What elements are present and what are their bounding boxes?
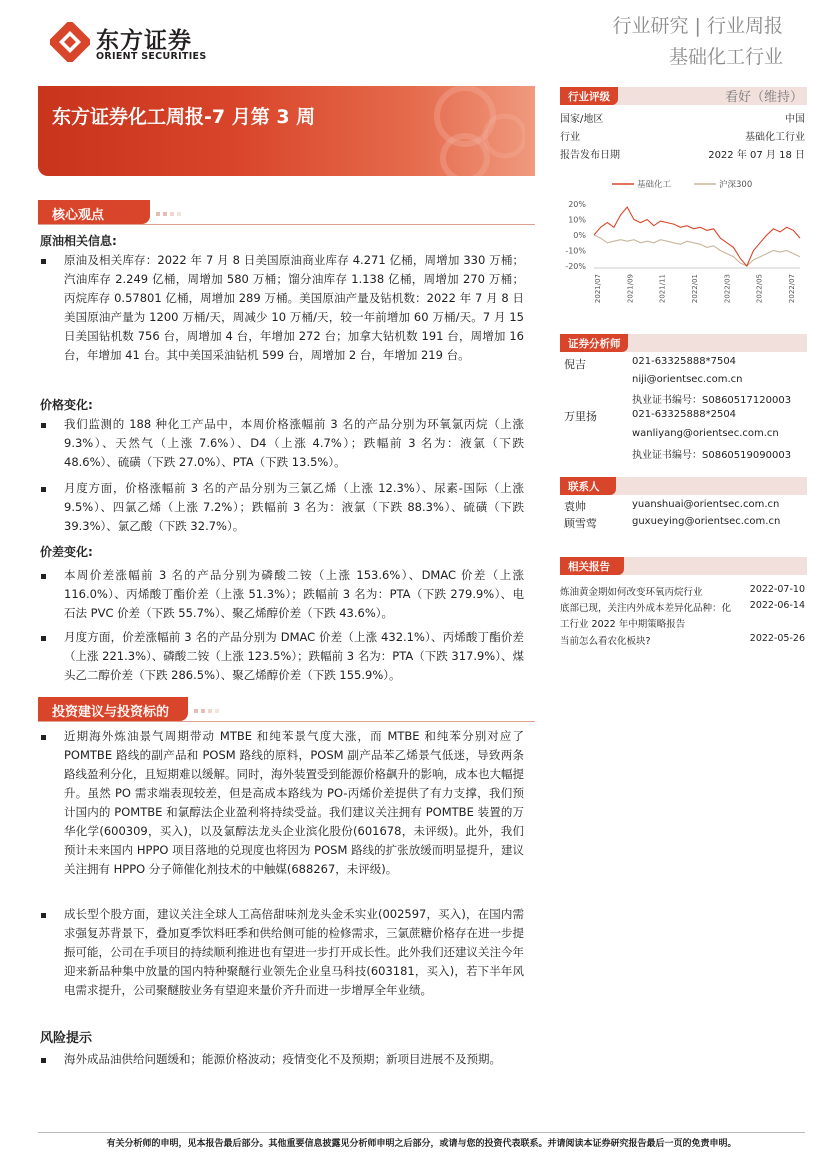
bullet-icon [41,735,46,740]
report-title: 东方证券化工周报-7 月第 3 周 [52,106,316,128]
paragraph-price-monthly: 月度方面，价格涨幅前 3 名的产品分别为三氯乙烯（上涨 12.3%）、尿素-国际（上涨 9.5%）、四氯乙烯（上涨 7.2%）；跌幅前 3 名为：液氯（下跌 88.3%）、硫磺（下跌 39.3%）、氯乙酸（下跌 32.7%）。 [64,481,524,533]
bullet-icon [41,913,46,918]
legend-label: 基础化工 [637,180,672,190]
rating-bar [560,87,807,105]
y-tick-label: 10% [568,215,586,225]
contact-email[interactable]: yuanshuai@orientsec.com.cn [632,499,780,510]
contacts-bar [560,477,807,495]
y-tick-label: 0% [573,231,586,240]
info-row: 报告发布日期 2022 年 07 月 18 日 [560,150,805,161]
subheading-spread: 价差变化: [40,545,93,559]
y-tick-label: 20% [568,200,586,209]
footer-divider [38,1132,805,1133]
x-tick-label: 2022/07 [788,274,796,304]
analyst-phone: 021-63325888*2504 [632,409,737,420]
report-category: 行业研究 | 行业周报 [612,15,783,37]
report-link[interactable]: 当前怎么看农化板块? [560,636,651,647]
x-tick-label: 2021/11 [658,274,667,304]
report-date: 2022-07-10 [749,584,805,595]
paragraph-risk: 海外成品油供给问题缓和；能源价格波动；疫情变化不及预期；新项目进展不及预期。 [64,1052,501,1066]
rating-value: 看好（维持） [724,90,803,105]
paragraph-invest-growth: 成长型个股方面，建议关注全球人工高倍甜味剂龙头金禾实业(002597，买入)，在国内需求强复苏背景下，叠加夏季饮料旺季和供给侧可能的检修需求，三氯蔗糖价格存在进一步提振可能，公司在手项目的持续顺利推进也有望进一步打开成长性。此外我们还建议关注今年迎来新品种集中放量的国内特种聚醚行业领先企业皇马科技(603181，买入)，若下半年风电需求提升，公司聚醚胺业务有望迎来量价齐升而进一步增厚全年业绩。 [64,907,524,997]
subheading-crude: 原油相关信息: [40,234,117,248]
report-industry: 基础化工行业 [668,46,783,68]
rating-label: 行业评级 [568,91,610,103]
subheading-price: 价格变化: [40,398,93,412]
series-line [594,207,800,266]
paragraph-crude: 原油及相关库存：2022 年 7 月 8 日美国原油商业库存 4.271 亿桶，周增加 330 万桶；汽油库存 2.249 亿桶，周增加 580 万桶；馏分油库存 1.138 亿桶，周增加 270 万桶；丙烷库存 0.57801 亿桶，周增加 289 万桶。美国原油产量及钻机数：2022 年 7 月 8 日美国原油产量为 1200 万桶/天，周减少 10 万桶/天，较一年前增加 60 万桶/天。7 月 15 日美国钻机数 756 台，周增加 4 台，年增加 272 台；加拿大钻机数 191 台，周增加 16 台，年增加 41 台。其中美国采油钻机 599 台，周增加 2 台，年增加 219 台。 [64,253,524,362]
report-link[interactable]: 炼油黄金期如何改变环氧丙烷行业 [560,587,703,598]
analyst-cert: 执业证书编号：S0860519090003 [632,450,792,461]
bullet-icon [41,1058,46,1063]
info-row: 行业 基础化工行业 [560,132,805,143]
reports-bar [560,557,807,575]
paragraph-spread-weekly: 本周价差涨幅前 3 名的产品分别为磷酸二铵（上涨 153.6%）、DMAC 价差（上涨 116.0%）、丙烯酸丁酯价差（上涨 51.3%）；跌幅前 3 名为：PTA（下跌 279.9%）、电石法 PVC 价差（下跌 55.7%）、聚乙烯醇价差（下跌 43.6%）。 [64,568,524,620]
analyst-email[interactable]: niji@orientsec.com.cn [632,374,743,385]
analyst-cert: 执业证书编号：S0860517120003 [632,395,792,406]
logo-mark-icon [50,22,90,62]
info-row: 国家/地区 中国 [560,114,805,125]
bullet-icon [41,487,46,492]
analysts-label: 证券分析师 [568,338,621,350]
performance-chart [560,178,807,310]
analyst-phone: 021-63325888*7504 [632,356,737,367]
section-title: 核心观点 [52,208,105,223]
company-logo [50,22,230,64]
y-tick-label: -20% [565,262,586,271]
analysts-bar [560,334,807,352]
x-tick-label: 2022/03 [723,274,732,304]
section-dots-icon [156,212,196,216]
x-tick-label: 2021/09 [626,274,635,304]
subheading-risk: 风险提示 [40,1031,93,1046]
paragraph-invest-po: 近期海外炼油景气周期带动 MTBE 和纯苯景气度大涨，而 MTBE 和纯苯分别对应了 POMTBE 路线的副产品和 POSM 路线的原料，POSM 副产品苯乙烯景气低迷，导致两条路线盈利分化，且短期难以缓解。同时，海外装置受到能源价格飙升的影响，成本也大幅提升。虽然 PO 需求端表现较差，但是高成本路线为 PO-丙烯价差提供了有力支撑，我们预计国内的 POMTBE 和氯醇法企业盈利将持续受益。我们建议关注拥有 POMTBE 装置的万华化学(600309，买入)，以及氯醇法龙头企业滨化股份(601678，未评级)。此外，我们预计未来国内 HPPO 项目落地的兑现度也将因为 POSM 路线的扩张放缓而明显提升，建议关注拥有 HPPO 分子筛催化剂技术的中触媒(688267，未评级)。 [64,729,524,876]
report-link[interactable]: 底部已现，关注内外成本差异化品种：化 [560,603,732,614]
bullet-icon [41,423,46,428]
title-banner [38,86,535,176]
x-tick-label: 2022/05 [755,274,764,304]
footer-disclaimer: 有关分析师的申明，见本报告最后部分。其他重要信息披露见分析师申明之后部分，或请与您的投资代表联系。并请阅读本证券研究报告最后一页的免责申明。 [106,1139,737,1149]
bullet-icon [41,259,46,264]
y-tick-label: -10% [565,246,586,256]
paragraph-spread-monthly: 月度方面，价差涨幅前 3 名的产品分别为 DMAC 价差（上涨 432.1%）、丙烯酸丁酯价差（上涨 221.3%）、磷酸二铵（上涨 123.5%）；跌幅前 3 名为：PTA（下跌 317.9%）、煤头乙二醇价差（下跌 286.5%）、聚乙烯醇价差（下跌 155.9%）。 [64,630,524,682]
analyst-name: 倪吉 [564,358,586,371]
contact-email[interactable]: guxueying@orientsec.com.cn [632,516,781,527]
contacts-label: 联系人 [568,481,600,493]
legend-label: 沪深300 [719,180,753,190]
bullet-icon [41,574,46,579]
bullet-icon [41,636,46,641]
section-header-core [38,200,535,224]
analyst-name: 万里扬 [564,410,597,423]
series-line [594,235,800,266]
contact-name: 顾雪莺 [564,517,597,530]
section-dots-icon [194,709,234,713]
section-title: 投资建议与投资标的 [52,705,170,720]
report-date: 2022-06-14 [749,600,805,611]
contact-name: 袁帅 [564,500,586,513]
paragraph-price-weekly: 我们监测的 188 种化工产品中，本周价格涨幅前 3 名的产品分别为环氧氯丙烷（上涨 9.3%）、天然气（上涨 7.6%）、D4（上涨 4.7%）；跌幅前 3 名为：液氯（下跌 48.6%）、硫磺（下跌 27.0%）、PTA（下跌 13.5%）。 [64,417,524,469]
analyst-email[interactable]: wanliyang@orientsec.com.cn [632,428,779,439]
logo-text-cn: 东方证券 [96,28,192,54]
reports-label: 相关报告 [568,561,610,573]
banner-decoration-icon [375,86,525,176]
report-link[interactable]: 工行业 2022 年中期策略报告 [560,619,686,630]
logo-text-en: ORIENT SECURITIES [96,51,207,62]
section-header-invest [38,697,535,721]
report-date: 2022-05-26 [749,633,805,644]
x-tick-label: 2022/01 [691,274,699,304]
x-tick-label: 2021/07 [594,274,602,304]
